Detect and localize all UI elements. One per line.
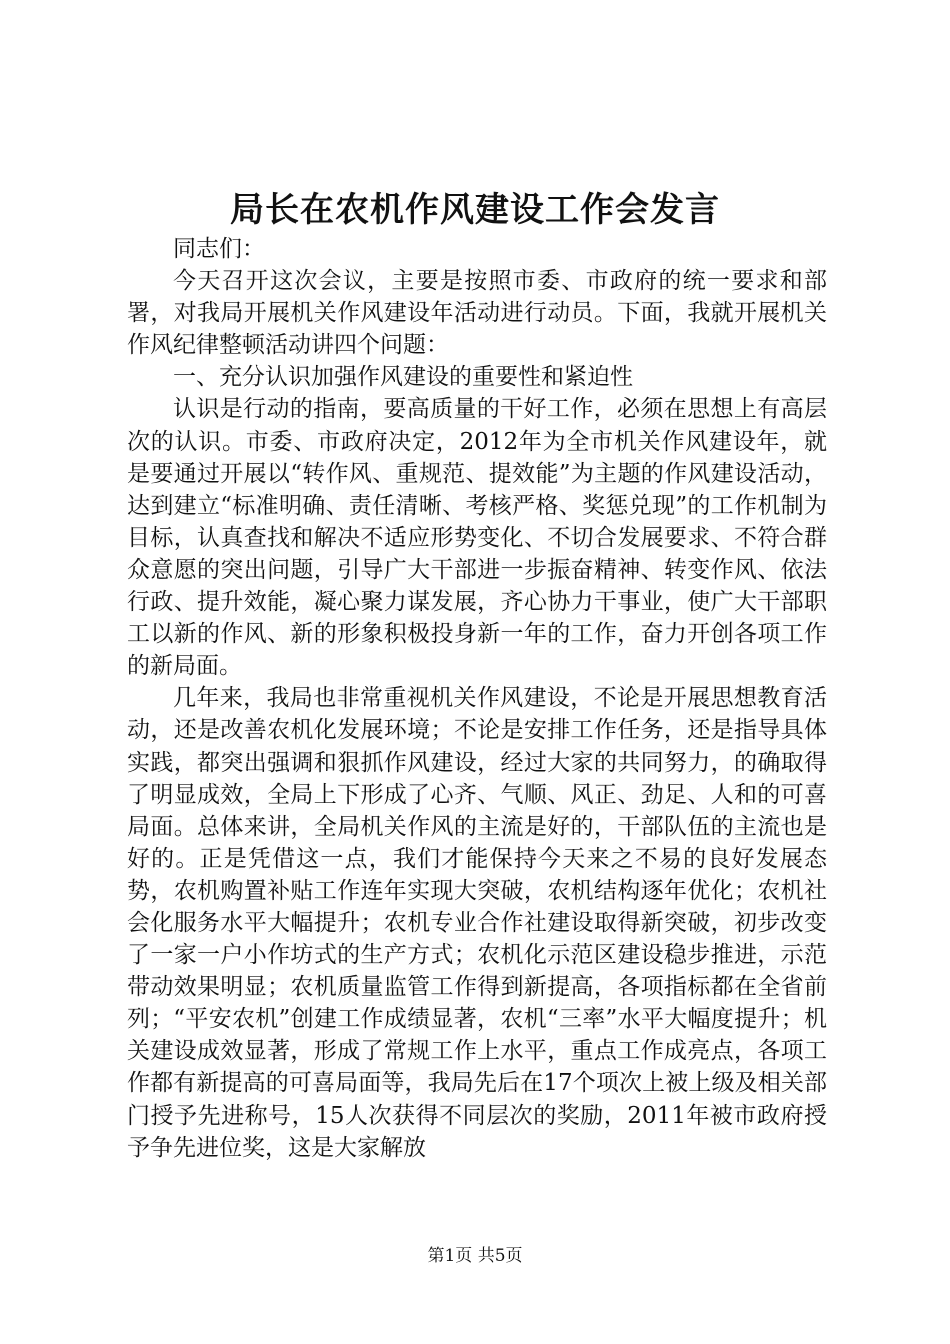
document-body <box>127 233 827 1164</box>
document-title: 局长在农机作风建设工作会发言 <box>230 190 720 230</box>
section-heading: 一、充分认识加强作风建设的重要性和紧迫性 <box>173 364 633 391</box>
salutation: 同志们： <box>173 236 265 262</box>
body-paragraph: 几年来，我局也非常重视机关作风建设，不论是开展思想教育活动，还是改善农机化发展环境；不论是安排工作任务，还是指导具体实践，都突出强调和狠抓作风建设，经过大家的共同努力，的确取得了明显成效，全局上下形成了心齐、气顺、风正、劲足、人和的可喜局面。总体来讲，全局机关作风的主流是好的，干部队伍的主流也是好的。正是凭借这一点，我们才能保持今天来之不易的良好发展态势，农机购置补贴工作连年实现大突破，农机结构逐年优化；农机社会化服务水平大幅提升；农机专业合作社建设取得新突破，初步改变了一家一户小作坊式的生产方式；农机化示范区建设稳步推进，示范带动效果明显；农机质量监管工作得到新提高，各项指标都在全省前列；“平安农机”创建工作成绩显著，农机“三率”水平大幅度提升；机关建设成效显著，形成了常规工作上水平，重点工作成亮点，各项工作都有新提高的可喜局面等，我局先后在17个项次上被上级及相关部门授予先进称号，15人次获得不同层次的奖励，2011年被市政府授予争先进位奖，这是大家解放 <box>127 685 827 1161</box>
intro-paragraph: 今天召开这次会议，主要是按照市委、市政府的统一要求和部署，对我局开展机关作风建设年活动进行动员。下面，我就开展机关作风纪律整顿活动讲四个问题： <box>127 268 827 359</box>
page-number-footer: 第1页 共5页 <box>427 1246 523 1266</box>
body-paragraph: 认识是行动的指南，要高质量的干好工作，必须在思想上有高层次的认识。市委、市政府决定，2012年为全市机关作风建设年，就是要通过开展以“转作风、重规范、提效能”为主题的作风建设活动，达到建立“标准明确、责任清晰、考核严格、奖惩兑现”的工作机制为目标，认真查找和解决不适应形势变化、不切合发展要求、不符合群众意愿的突出问题，引导广大干部进一步振奋精神、转变作风、依法行政、提升效能，凝心聚力谋发展，齐心协力干事业，使广大干部职工以新的作风、新的形象积极投身新一年的工作，奋力开创各项工作的新局面。 <box>127 396 827 680</box>
